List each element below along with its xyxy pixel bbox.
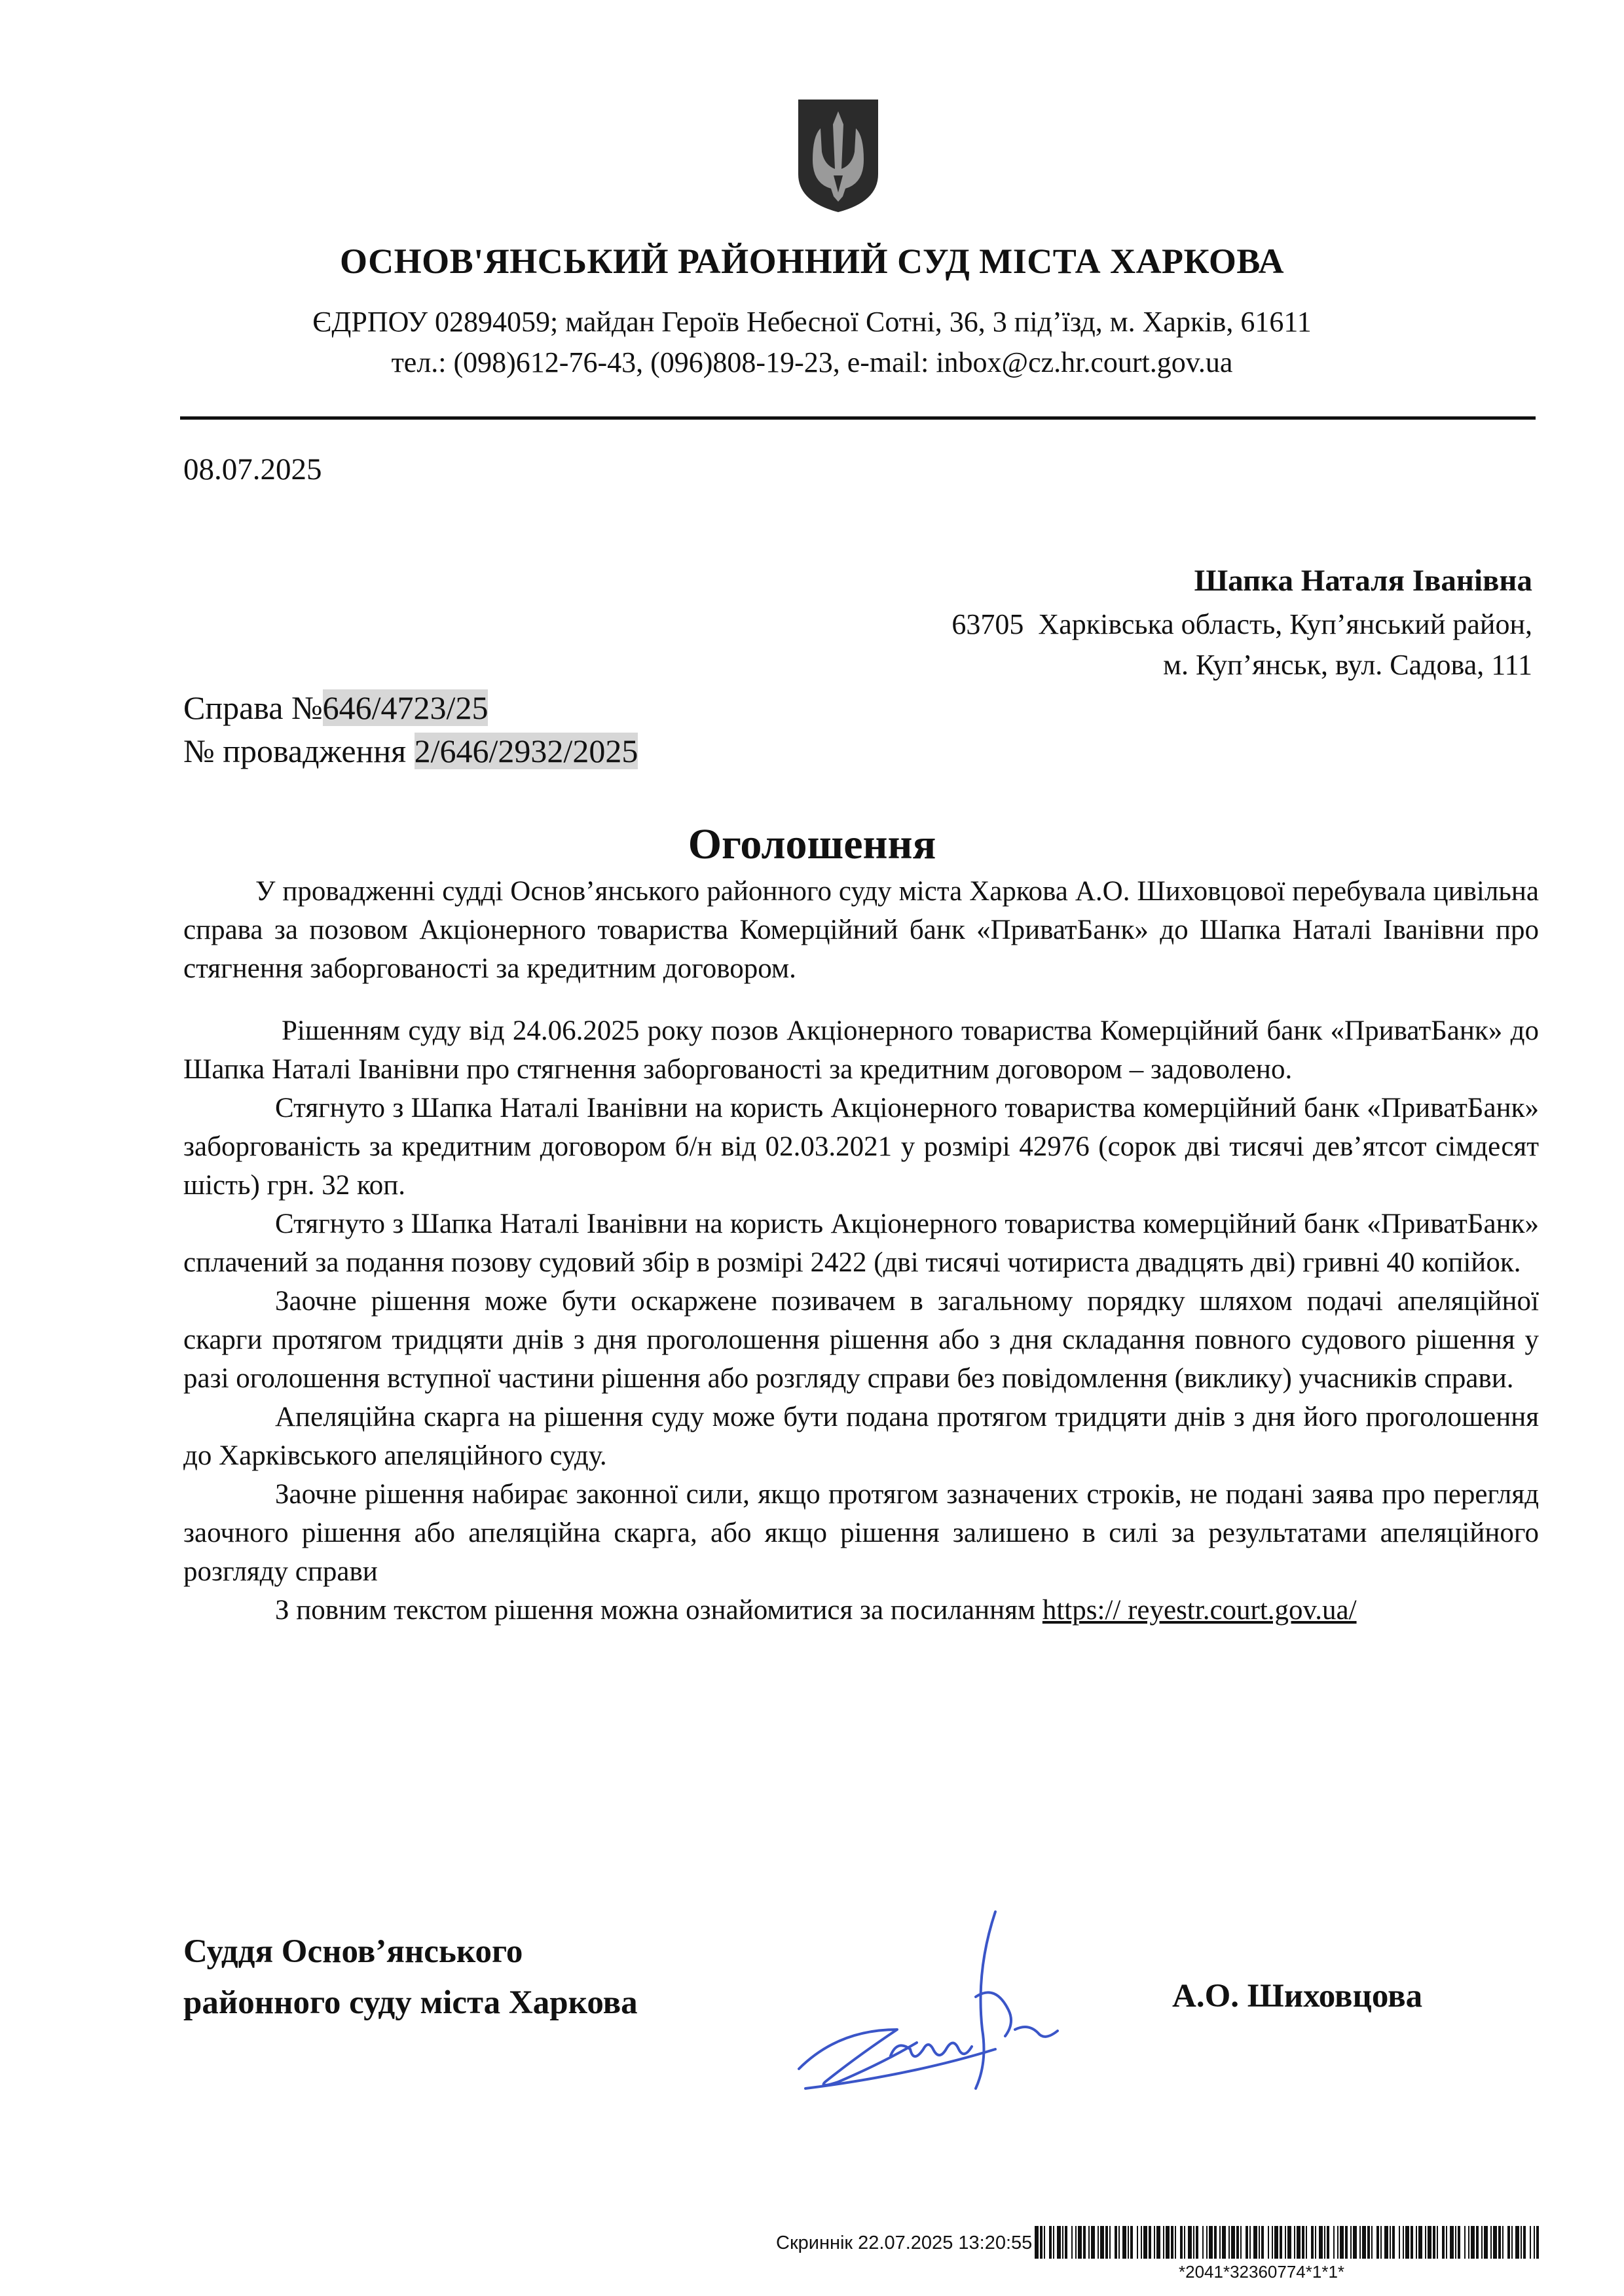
- recipient-address-line-1: [951, 608, 1532, 641]
- case-number-line: [183, 689, 488, 727]
- barcode-bar: [1088, 2226, 1090, 2259]
- paragraph-full-text: [183, 1591, 1539, 1630]
- barcode-bar: [1156, 2226, 1160, 2259]
- barcode-bar: [1362, 2226, 1366, 2259]
- case-number: 646/4723/25: [322, 689, 489, 726]
- barcode-bar: [1272, 2226, 1273, 2259]
- court-contact-line: тел.: (098)612-76-43, (096)808-19-23, e-mail: inbox@cz.hr.court.gov.ua: [391, 346, 1233, 378]
- paragraph-appeal-order: Заочне рішення може бути оскаржене позивачем в загальному порядку шляхом подачі апеляційної скарги протягом тридцяти днів з дня проголошення рішення або з дня складання повного судового рішення у разі оголошення вступної частини рішення або розгляду справи без повідомлення (виклику) учасників справи.: [183, 1286, 1539, 1394]
- judge-title-line-2: районного суду міста Харкова: [183, 1984, 638, 2021]
- barcode-bar: [1490, 2226, 1492, 2259]
- barcode-bar: [1149, 2226, 1151, 2259]
- barcode-bar: [1285, 2226, 1286, 2259]
- court-address-line: ЄДРПОУ 02894059; майдан Героїв Небесної Сотні, 36, 3 під’їзд, м. Харків, 61611: [312, 306, 1312, 338]
- barcode-bar: [1311, 2226, 1314, 2259]
- barcode-bar: [1340, 2226, 1344, 2259]
- barcode-bar: [1416, 2226, 1417, 2259]
- paragraph-appeal-term: Апеляційна скарга на рішення суду може бути подана протягом тридцяти днів з дня його проголошення до Харківського апеляційного суду.: [183, 1402, 1539, 1471]
- judge-name: А.О. Шиховцова: [1172, 1978, 1423, 2014]
- barcode-bar: [1405, 2226, 1409, 2259]
- barcode-bar: [1249, 2226, 1251, 2259]
- barcode-bar: [1228, 2226, 1230, 2259]
- barcode-bar: [1380, 2226, 1382, 2259]
- barcode-bar: [1184, 2226, 1185, 2259]
- barcode-bar: [1214, 2226, 1217, 2259]
- barcode-bar: [1315, 2226, 1316, 2259]
- barcode-bar: [1411, 2226, 1413, 2259]
- barcode-bar: [1236, 2226, 1239, 2259]
- barcode-bar: [1122, 2226, 1126, 2259]
- barcode-bar: [1324, 2226, 1325, 2259]
- barcode-bar: [1319, 2226, 1323, 2259]
- barcode-bar: [1253, 2226, 1257, 2259]
- barcode-bar: [1442, 2226, 1445, 2259]
- registration-stamp: Скриннік 22.07.2025 13:20:55: [776, 2232, 1033, 2253]
- barcode-bar: [1040, 2226, 1043, 2259]
- barcode-bar: [1297, 2226, 1301, 2259]
- barcode-bar: [1481, 2226, 1483, 2259]
- barcode-bar: [1049, 2226, 1052, 2259]
- barcode-bar: [1536, 2226, 1539, 2259]
- barcode-bar: [1062, 2226, 1063, 2259]
- barcode-bar: [1507, 2226, 1510, 2259]
- barcode-bar: [1455, 2226, 1456, 2259]
- barcode-bar: [1261, 2226, 1264, 2259]
- barcode-bar: [1287, 2226, 1291, 2259]
- judge-title: [183, 1926, 638, 2028]
- barcode-bar: [1065, 2226, 1067, 2259]
- barcode-bar: [1280, 2226, 1282, 2259]
- barcode-bar: [1464, 2226, 1466, 2259]
- barcode-bar: [1180, 2226, 1183, 2259]
- barcode-bar: [1337, 2226, 1338, 2259]
- document-date: 08.07.2025: [183, 452, 322, 486]
- barcode-bar: [1143, 2226, 1147, 2259]
- barcode-bar: [1246, 2226, 1248, 2259]
- barcode-bar: [1154, 2226, 1155, 2259]
- barcode-bar: [1384, 2226, 1388, 2259]
- barcode-bar: [1231, 2226, 1235, 2259]
- barcode-bar: [1163, 2226, 1164, 2259]
- barcode-bar: [1493, 2226, 1497, 2259]
- barcode-bar: [1137, 2226, 1138, 2259]
- barcode-bar: [1530, 2226, 1531, 2259]
- barcode-bar: [1521, 2226, 1522, 2259]
- recipient-postal-code: 63705: [951, 608, 1024, 640]
- barcode-bar: [1188, 2226, 1192, 2259]
- barcode-bar: [1078, 2226, 1082, 2259]
- coat-of-arms-icon: [796, 97, 881, 215]
- barcode-bar: [1333, 2226, 1335, 2259]
- judge-title-line-1: Суддя Основ’янського: [183, 1933, 523, 1970]
- barcode-bar: [1425, 2226, 1426, 2259]
- barcode-bar: [1294, 2226, 1295, 2259]
- proceeding-number: 2/646/2932/2025: [414, 733, 638, 769]
- barcode-bar: [1219, 2226, 1221, 2259]
- barcode-bar: [1057, 2226, 1061, 2259]
- barcode-bar: [1327, 2226, 1329, 2259]
- registry-link[interactable]: https:// reyestr.court.gov.ua/: [1042, 1595, 1357, 1626]
- barcode-bar: [1171, 2226, 1173, 2259]
- full-text-label: З повним текстом рішення можна ознайомитися за посиланням: [275, 1595, 1043, 1626]
- barcode-bar: [1259, 2226, 1260, 2259]
- recipient-address-line-2: м. Куп’янськ, вул. Садова, 111: [1163, 649, 1532, 681]
- barcode-bar: [1476, 2226, 1479, 2259]
- barcode-bar: [1359, 2226, 1361, 2259]
- barcode-number: *2041*32360774*1*1*: [1179, 2262, 1345, 2282]
- barcode-bar: [1091, 2226, 1095, 2259]
- proceeding-number-line: [183, 732, 638, 770]
- paragraph-decision: Рішенням суду від 24.06.2025 року позов Акціонерного товариства Комерційний банк «ПриватБанк» до Шапка Наталі Іванівни про стягнення заборгованості за кредитним договором – задоволено.: [183, 1015, 1539, 1085]
- paragraph-court-fee: Стягнуто з Шапка Наталі Іванівни на користь Акціонерного товариства комерційний банк «ПриватБанк» сплачений за подання позову судовий збір в розмірі 2422 (дві тисячі чотириста двадцять дві) гривні 40 копійок.: [183, 1209, 1539, 1278]
- barcode-bar: [1306, 2226, 1307, 2259]
- barcode-bar: [1206, 2226, 1208, 2259]
- barcode-bar: [1446, 2226, 1447, 2259]
- barcode-bar: [1345, 2226, 1348, 2259]
- barcode-bar: [1044, 2226, 1045, 2259]
- header-divider: [180, 416, 1536, 420]
- handwritten-signature-icon: [779, 1892, 1080, 2115]
- barcode-bar: [1502, 2226, 1504, 2259]
- barcode-bar: [1418, 2226, 1422, 2259]
- barcode-bar: [1053, 2226, 1054, 2259]
- barcode-bar: [1371, 2226, 1373, 2259]
- barcode-bar: [1523, 2226, 1526, 2259]
- barcode-bar: [1437, 2226, 1438, 2259]
- barcode-bar: [1392, 2226, 1395, 2259]
- paragraph-legal-force: Заочне рішення набирає законної сили, якщо протягом зазначених строків, не подані заява про перегляд заочного рішення або апеляційна скарга, або якщо рішення залишено в силі за результатами апеляційного розгляду справи: [183, 1479, 1539, 1587]
- barcode-bar: [1458, 2226, 1460, 2259]
- barcode-bar: [1433, 2226, 1435, 2259]
- barcode-bar: [1118, 2226, 1120, 2259]
- barcode-bar: [1268, 2226, 1269, 2259]
- barcode-bar: [1193, 2226, 1194, 2259]
- barcode-bar: [1209, 2226, 1213, 2259]
- barcode-bar: [1302, 2226, 1304, 2259]
- paragraph-debt-recovery: Стягнуто з Шапка Наталі Іванівни на користь Акціонерного товариства комерційний банк «ПриватБанк» заборгованість за кредитним договором б/н від 02.03.2021 у розмірі 42976 (сорок дві тисячі дев’ятсот сімдесят шість) грн. 32 коп.: [183, 1093, 1539, 1201]
- barcode-bar: [1240, 2226, 1242, 2259]
- barcode-bar: [1367, 2226, 1370, 2259]
- recipient-region: Харківська область, Куп’янський район,: [1038, 608, 1532, 640]
- document-title: Оголошення: [688, 820, 936, 868]
- barcode-bar: [1450, 2226, 1454, 2259]
- announcement-body: [183, 872, 1539, 1630]
- barcode-bar: [1115, 2226, 1117, 2259]
- barcode-bar: [1075, 2226, 1077, 2259]
- barcode-bar: [1353, 2226, 1357, 2259]
- barcode-bar: [1166, 2226, 1170, 2259]
- barcode-bar: [1534, 2226, 1535, 2259]
- barcode-bar: [1071, 2226, 1073, 2259]
- court-name: ОСНОВ'ЯНСЬКИЙ РАЙОННИЙ СУД МІСТА ХАРКОВА: [340, 242, 1284, 281]
- barcode-bar: [1202, 2226, 1204, 2259]
- barcode-icon: [1035, 2226, 1539, 2259]
- barcode-bar: [1399, 2226, 1400, 2259]
- barcode-bar: [1468, 2226, 1469, 2259]
- barcode-bar: [1471, 2226, 1475, 2259]
- barcode-bar: [1515, 2226, 1519, 2259]
- barcode-bar: [1196, 2226, 1198, 2259]
- case-number-label: Справа №: [183, 689, 323, 726]
- barcode-bar: [1403, 2226, 1404, 2259]
- barcode-bar: [1376, 2226, 1379, 2259]
- barcode-bar: [1105, 2226, 1108, 2259]
- barcode-bar: [1350, 2226, 1352, 2259]
- barcode-bar: [1484, 2226, 1488, 2259]
- barcode-bar: [1035, 2226, 1039, 2259]
- barcode-bar: [1128, 2226, 1129, 2259]
- barcode-bar: [1130, 2226, 1133, 2259]
- barcode-bar: [1175, 2226, 1176, 2259]
- barcode-bar: [1083, 2226, 1086, 2259]
- barcode-bar: [1100, 2226, 1104, 2259]
- barcode-bar: [1390, 2226, 1391, 2259]
- barcode-bar: [1098, 2226, 1099, 2259]
- barcode-bar: [1274, 2226, 1278, 2259]
- recipient-name: Шапка Наталя Іванівна: [1194, 564, 1532, 598]
- barcode-bar: [1222, 2226, 1226, 2259]
- barcode-bar: [1141, 2226, 1142, 2259]
- paragraph-proceeding: У провадженні судді Основ’янського районного суду міста Харкова А.О. Шиховцової перебувала цивільна справа за позовом Акціонерного товариства Комерційний банк «ПриватБанк» до Шапка Наталі Іванівни про стягнення заборгованості за кредитним договором.: [183, 876, 1539, 984]
- proceeding-number-label: № провадження: [183, 733, 415, 769]
- barcode-bar: [1109, 2226, 1111, 2259]
- barcode-bar: [1511, 2226, 1513, 2259]
- barcode-bar: [1428, 2226, 1431, 2259]
- barcode-bar: [1498, 2226, 1501, 2259]
